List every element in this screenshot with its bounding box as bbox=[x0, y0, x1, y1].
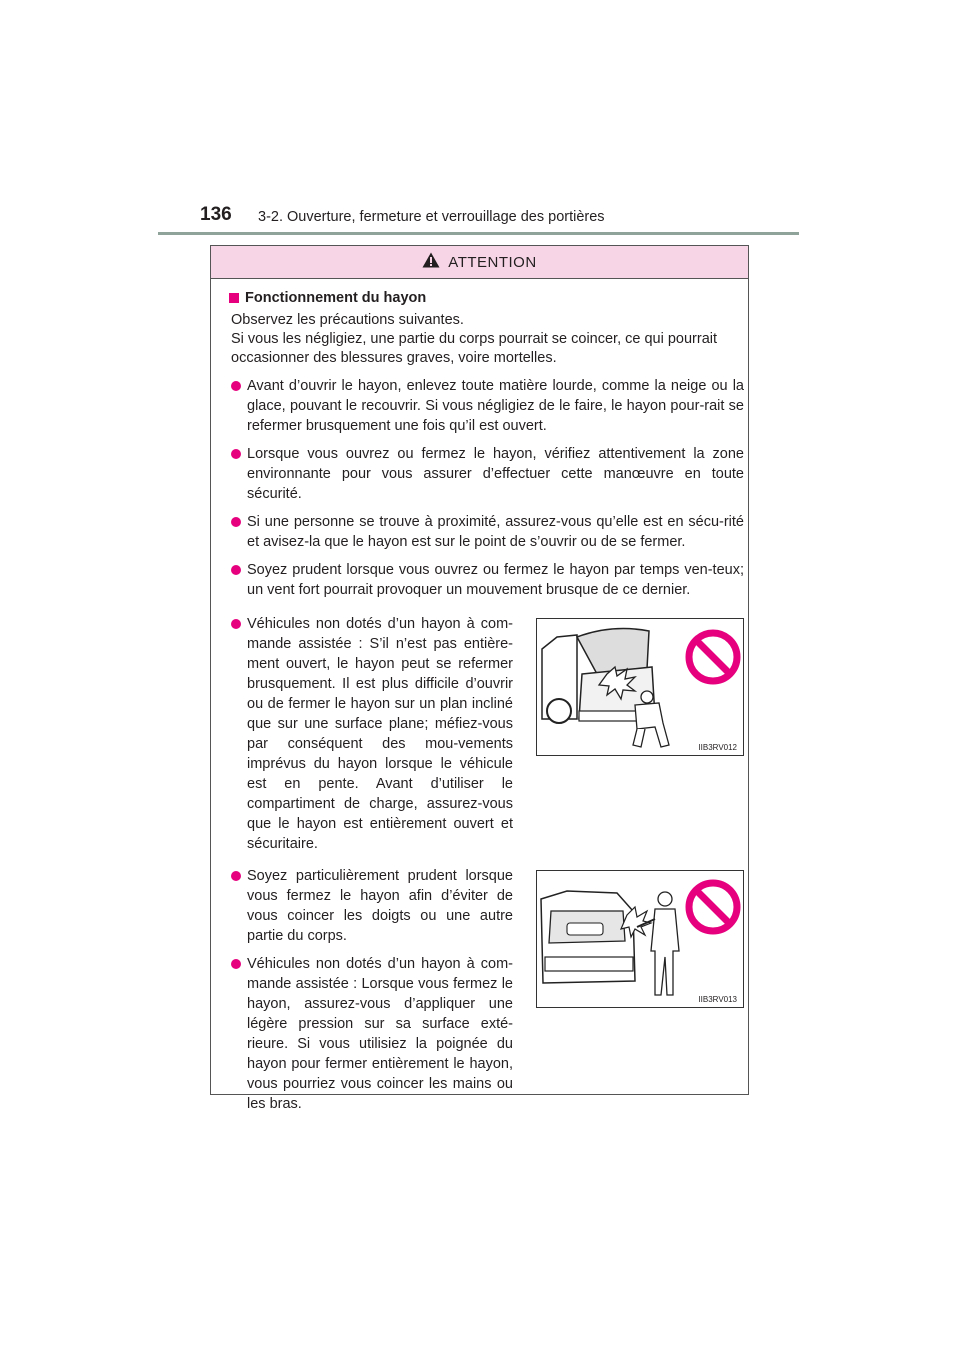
figure-code: IIB3RV012 bbox=[698, 743, 737, 752]
intro-text bbox=[231, 311, 744, 368]
round-bullet-icon bbox=[231, 619, 241, 629]
figure-row-2-text bbox=[229, 866, 513, 1122]
tailgate-falling-illustration bbox=[536, 618, 744, 756]
page-number: 136 bbox=[200, 204, 232, 225]
bullet-list bbox=[229, 376, 744, 600]
list-item: Véhicules non dotés d’un hayon à com-mande assistée : S’il n’est pas entière-ment ouvert, le hayon peut se refermer brusquement. Il est plus difficile d’ouvrir ou de fermer le hayon sur un plan incliné que sur une surface plane; méfiez-vous par conséquent des mou-vements imprévus du hayon lorsque le véhicule est en pente. Avant d’utiliser le compartiment de charge, assurez-vous que le hayon est entièrement ouvert et sécuritaire. bbox=[229, 614, 513, 854]
round-bullet-icon bbox=[231, 449, 241, 459]
figure-row-2 bbox=[229, 866, 744, 1122]
square-bullet-icon bbox=[229, 293, 239, 303]
list-item: Si une personne se trouve à proximité, assurez-vous qu’elle est en sécu-rité et avisez-la que le hayon est sur le point de s’ouvrir ou de se fermer. bbox=[229, 512, 744, 552]
warning-content bbox=[229, 286, 744, 1122]
section-title: Fonctionnement du hayon bbox=[245, 290, 427, 306]
list-item: Véhicules non dotés d’un hayon à com-mande assistée : Lorsque vous fermez le hayon, assurez-vous d’appliquer une légère pression sur sa surface exté-rieure. Si vous utilisiez la poignée du hayon pour fermer entièrement le hayon, vous pourriez vous coincer les mains ou les bras. bbox=[229, 954, 513, 1114]
intro-line: Si vous les négligiez, une partie du corps pourrait se coincer, ce qui pourrait occasionner des blessures graves, voire mortelles. bbox=[231, 331, 718, 366]
warning-box bbox=[210, 245, 749, 1112]
tailgate-falling-drawing bbox=[537, 619, 743, 755]
chapter-title: 3-2. Ouverture, fermeture et verrouillage des portières bbox=[258, 209, 605, 225]
closing-tailgate-illustration bbox=[536, 870, 744, 1008]
intro-line: Observez les précautions suivantes. bbox=[231, 312, 464, 328]
warning-title: ATTENTION bbox=[448, 253, 537, 271]
list-item: Soyez particulièrement prudent lorsque vous fermez le hayon afin d’éviter de vous coincer les doigts ou une autre partie du corps. bbox=[229, 866, 513, 946]
header-rule bbox=[158, 232, 799, 235]
warning-triangle-icon bbox=[422, 252, 440, 273]
round-bullet-icon bbox=[231, 565, 241, 575]
section-heading bbox=[229, 290, 744, 306]
figure-row-1 bbox=[229, 614, 744, 862]
list-item: Lorsque vous ouvrez ou fermez le hayon, vérifiez attentivement la zone environnante pour vous assurer d’effectuer cette manœuvre en toute sécurité. bbox=[229, 444, 744, 504]
list-item: Avant d’ouvrir le hayon, enlevez toute matière lourde, comme la neige ou la glace, pouvant le recouvrir. Si vous négligiez de le faire, le hayon pour-rait se refermer brusquement une fois qu’il est ouvert. bbox=[229, 376, 744, 436]
figure-code: IIB3RV013 bbox=[698, 995, 737, 1004]
warning-header bbox=[211, 246, 748, 279]
closing-tailgate-drawing bbox=[537, 871, 743, 1007]
list-item: Soyez prudent lorsque vous ouvrez ou fermez le hayon par temps ven-teux; un vent fort pourrait provoquer un mouvement brusque de ce dernier. bbox=[229, 560, 744, 600]
round-bullet-icon bbox=[231, 517, 241, 527]
round-bullet-icon bbox=[231, 381, 241, 391]
figure-row-1-text bbox=[229, 614, 513, 862]
round-bullet-icon bbox=[231, 959, 241, 969]
round-bullet-icon bbox=[231, 871, 241, 881]
